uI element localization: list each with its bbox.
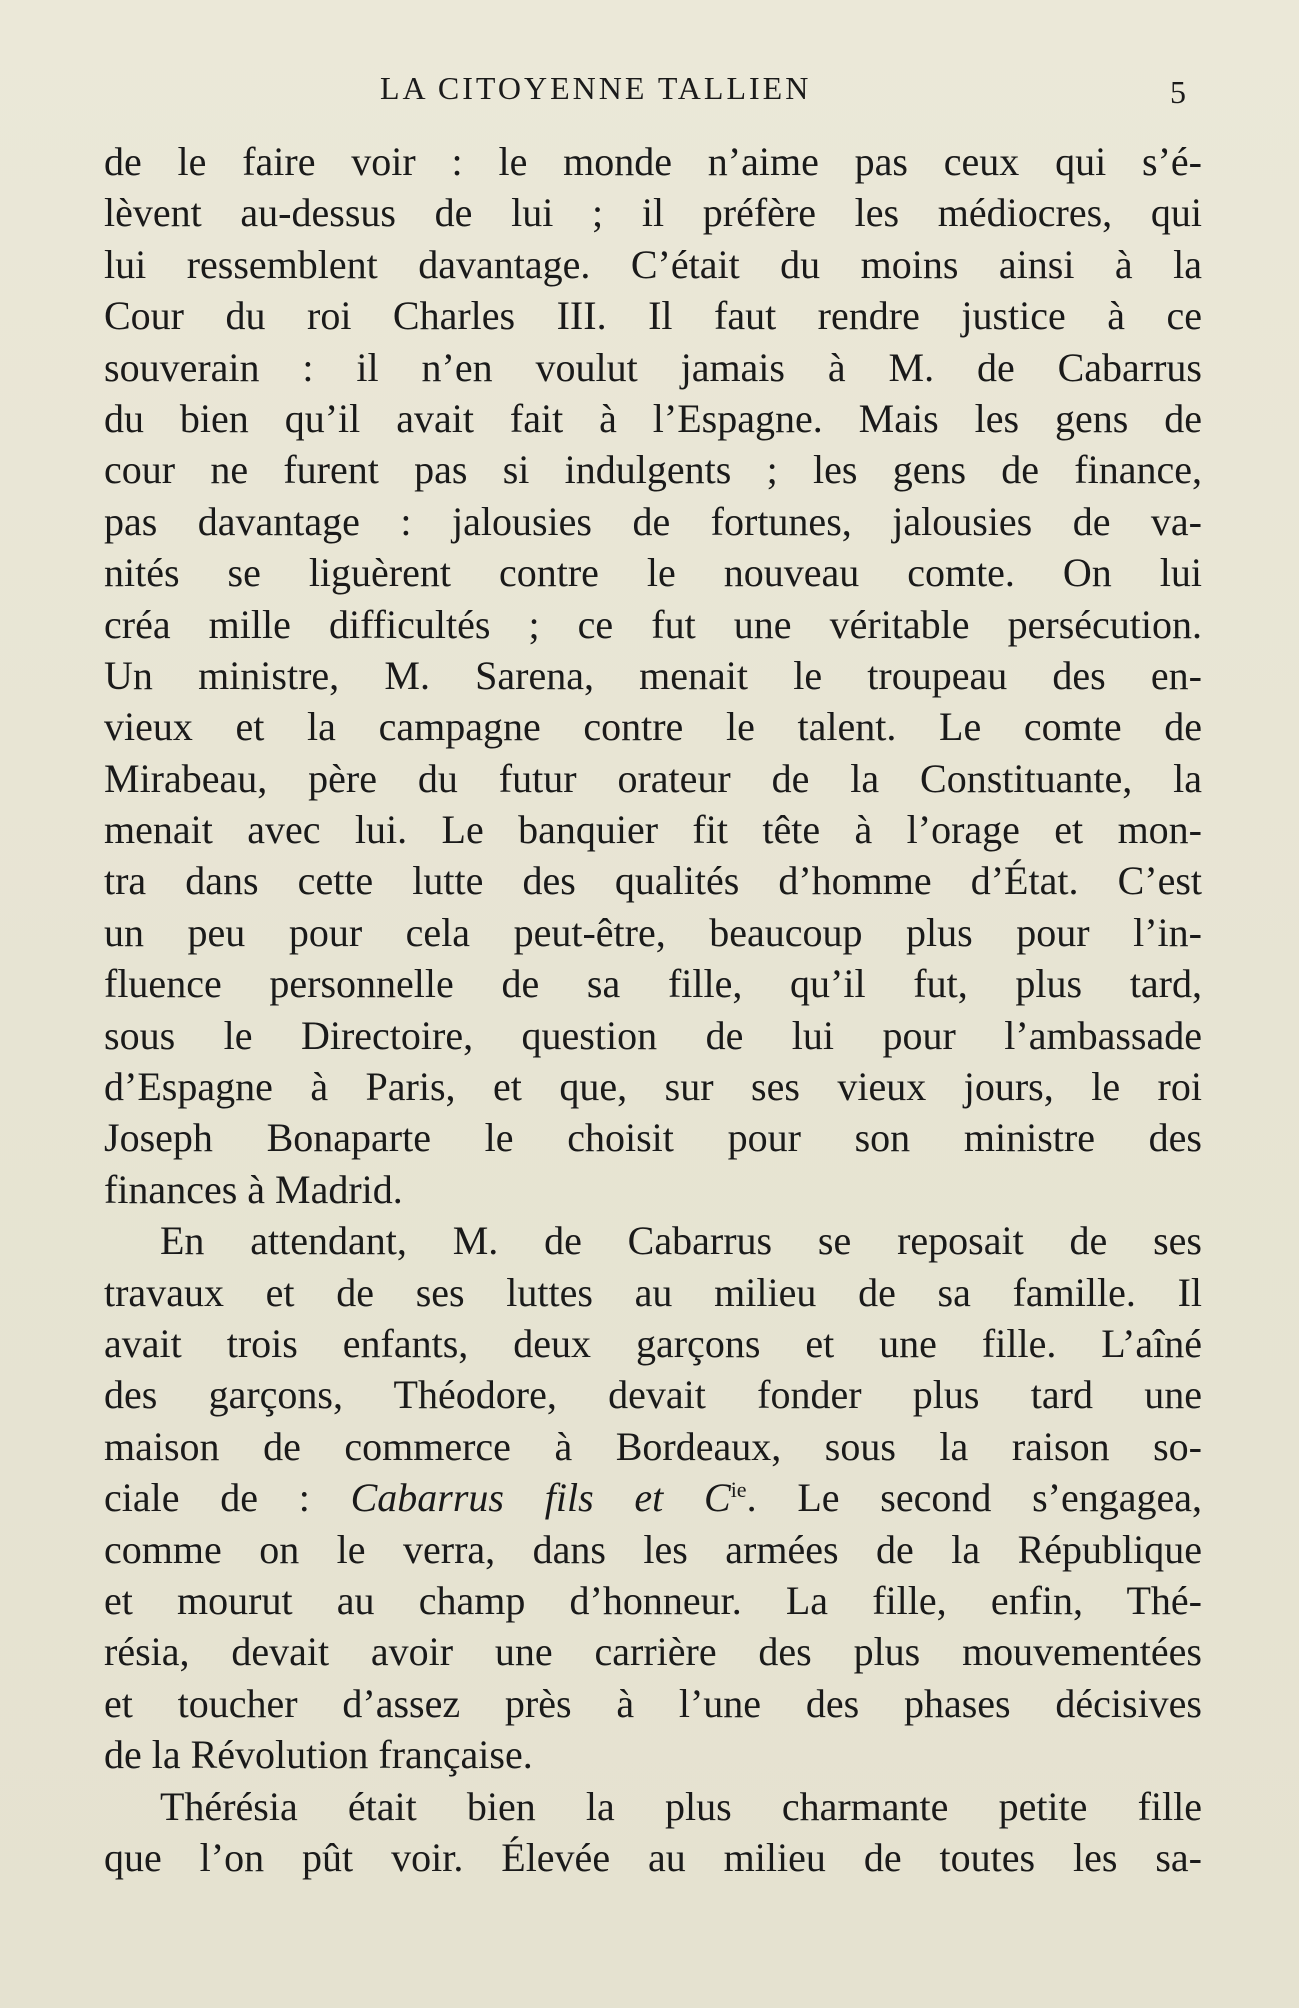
page-number: 5 — [1170, 74, 1186, 110]
paragraph — [104, 136, 1202, 1215]
text-line: Cour du roi Charles III. Il faut rendre justice à ce — [104, 293, 1202, 339]
text-line: fluence personnelle de sa fille, qu’il fut, plus tard, — [104, 961, 1202, 1007]
body-text — [104, 136, 1202, 1883]
text-line: Joseph Bonaparte le choisit pour son ministre des — [104, 1115, 1202, 1161]
text-line: cour ne furent pas si indulgents ; les gens de finance, — [104, 447, 1202, 493]
text-line: souverain : il n’en voulut jamais à M. de Cabarrus — [104, 344, 1202, 390]
text-line: maison de commerce à Bordeaux, sous la raison so- — [104, 1423, 1202, 1469]
text-line: avait trois enfants, deux garçons et une fille. L’aîné — [104, 1320, 1202, 1366]
page-header — [0, 70, 1299, 120]
text-line: résia, devait avoir une carrière des plus mouvementées — [104, 1629, 1202, 1675]
firm-name-italic: Cabarrus fils et C — [350, 1475, 731, 1521]
text-line: un peu pour cela peut-être, beaucoup plus pour l’in- — [104, 909, 1202, 955]
text-fragment: ciale de : — [104, 1475, 310, 1521]
text-line: nités se liguèrent contre le nouveau comte. On lui — [104, 550, 1202, 596]
running-title: LA CITOYENNE TALLIEN — [380, 70, 812, 106]
text-line: Thérésia était bien la plus charmante petite fille — [160, 1783, 1202, 1829]
text-line: Mirabeau, père du futur orateur de la Constituante, la — [104, 755, 1202, 801]
text-line: finances à Madrid. — [104, 1166, 403, 1212]
paragraph — [104, 1215, 1202, 1780]
paragraph — [104, 1781, 1202, 1884]
text-line: et mourut au champ d’honneur. La fille, enfin, Thé- — [104, 1577, 1202, 1623]
text-line: travaux et de ses luttes au milieu de sa famille. Il — [104, 1269, 1202, 1315]
text-line: vieux et la campagne contre le talent. Le comte de — [104, 704, 1202, 750]
text-line: En attendant, M. de Cabarrus se reposait de ses — [160, 1218, 1202, 1264]
text-line-with-firm-name — [104, 1472, 1202, 1523]
text-line: Un ministre, M. Sarena, menait le troupeau des en- — [104, 652, 1202, 698]
text-line: que l’on pût voir. Élevée au milieu de toutes les sa- — [104, 1834, 1202, 1880]
text-line: du bien qu’il avait fait à l’Espagne. Mais les gens de — [104, 395, 1202, 441]
text-line: sous le Directoire, question de lui pour l’ambassade — [104, 1012, 1202, 1058]
firm-name-superscript: ie — [730, 1477, 747, 1503]
text-line: des garçons, Théodore, devait fonder plus tard une — [104, 1372, 1202, 1418]
text-line: comme on le verra, dans les armées de la République — [104, 1526, 1202, 1572]
text-line: tra dans cette lutte des qualités d’homme d’État. C’est — [104, 858, 1202, 904]
text-line: de la Révolution française. — [104, 1732, 533, 1778]
text-line: et toucher d’assez près à l’une des phases décisives — [104, 1680, 1202, 1726]
text-line: de le faire voir : le monde n’aime pas ceux qui s’é- — [104, 139, 1202, 184]
text-line: lui ressemblent davantage. C’était du moins ainsi à la — [104, 241, 1202, 287]
text-line: pas davantage : jalousies de fortunes, jalousies de va- — [104, 498, 1202, 544]
text-fragment: . Le second s’engagea, — [746, 1475, 1202, 1521]
text-line: lèvent au-dessus de lui ; il préfère les médiocres, qui — [104, 190, 1202, 236]
text-line: menait avec lui. Le banquier fit tête à l’orage et mon- — [104, 807, 1202, 853]
text-line: d’Espagne à Paris, et que, sur ses vieux jours, le roi — [104, 1064, 1202, 1110]
text-line: créa mille difficultés ; ce fut une véritable persécution. — [104, 601, 1202, 647]
